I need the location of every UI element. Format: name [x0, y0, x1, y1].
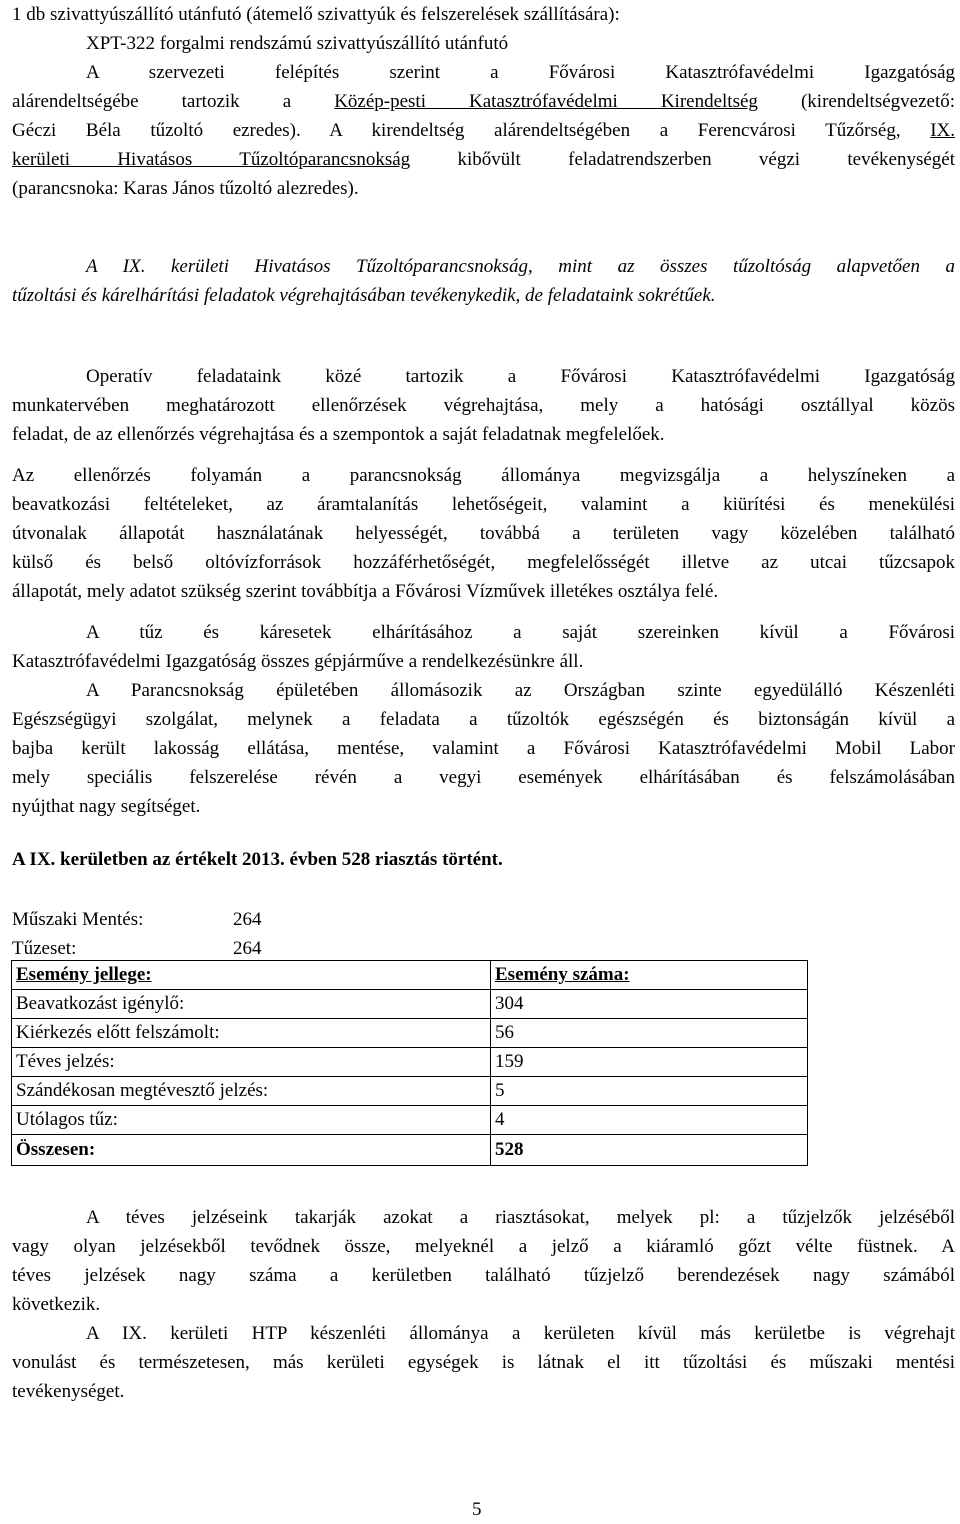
- row-label: Kiérkezés előtt felszámolt:: [12, 1019, 491, 1048]
- table-total-row: [12, 1135, 808, 1166]
- operative-paragraph-line-1: Operatív feladataink közé tartozik a Fővárosi Katasztrófavédelmi Igazgatóság: [86, 366, 955, 387]
- inspection-paragraph-line-3: útvonalak állapotát használatának helyességét, továbbá a területen vagy közelében található: [12, 523, 955, 544]
- row-value: 5: [491, 1077, 808, 1106]
- total-value: 528: [491, 1135, 808, 1166]
- operative-paragraph-line-3: feladat, de az ellenőrzés végrehajtása és a szempontok a saját feladatnak megfelelőek.: [12, 424, 665, 445]
- inspection-paragraph-line-2: beavatkozási feltételeket, az áramtalanítás lehetőségeit, valamint a kiürítési és menekülési: [12, 494, 955, 515]
- events-table: [11, 960, 808, 1166]
- false-alarm-paragraph-line-1: A téves jelzéseink takarják azokat a riasztásokat, melyek pl: a tűzjelzők jelzéséből: [86, 1207, 955, 1228]
- inspection-paragraph-line-1: Az ellenőrzés folyamán a parancsnokság állománya megvizsgálja a helyszíneken a: [12, 465, 955, 486]
- text-segment: Géczi Béla tűzoltó ezredes). A kirendeltség alárendeltségében a Ferencvárosi Tűzőrség,: [12, 120, 931, 141]
- htp-paragraph-line-2: vonulást és természetesen, más kerületi egységek is látnak el itt tűzoltási és műszaki mentési: [12, 1352, 955, 1373]
- medical-paragraph-line-4: mely speciális felszerelése révén a vegyi események elhárításában és felszámolásában: [12, 767, 955, 788]
- table-row: [12, 1048, 808, 1077]
- row-label: Téves jelzés:: [12, 1048, 491, 1077]
- vehicle-description-line: 1 db szivattyúszállító utánfutó (átemelő szivattyúk és felszerelések szállítására):: [12, 4, 620, 25]
- table-row: [12, 1019, 808, 1048]
- tuzoltoparancsnoksag-link-start[interactable]: IX.: [930, 120, 955, 141]
- text-segment: (kirendeltségvezető:: [757, 91, 956, 112]
- header-event-count: Esemény száma:: [491, 961, 808, 990]
- table-row: [12, 1106, 808, 1135]
- medical-paragraph-line-5: nyújthat nagy segítséget.: [12, 796, 201, 817]
- table-row: [12, 990, 808, 1019]
- inspection-paragraph-line-4: külső és belső oltóvízforrások hozzáférhetőségét, megfelelősségét illetve az utcai tűzcsapok: [12, 552, 955, 573]
- total-label: Összesen:: [12, 1135, 491, 1166]
- false-alarm-paragraph-line-4: következik.: [12, 1294, 101, 1315]
- org-structure-line-4: [12, 145, 955, 174]
- row-label: Beavatkozást igénylő:: [12, 990, 491, 1019]
- medical-paragraph-line-1: A Parancsnokság épületében állomásozik az Országban szinte egyedülálló Készenléti: [86, 680, 955, 701]
- row-value: 4: [491, 1106, 808, 1135]
- false-alarm-paragraph-line-2: vagy olyan jelzésekből tevődnek össze, melyeknél a jelző a kiáramló gőzt vélte füstnek. A: [12, 1236, 955, 1257]
- table-row: [12, 1077, 808, 1106]
- vehicle-plate-line: XPT-322 forgalmi rendszámú szivattyúszállító utánfutó: [86, 33, 509, 54]
- false-alarm-paragraph-line-3: téves jelzések nagy száma a kerületben található tűzjelző berendezések nagy számából: [12, 1265, 955, 1286]
- summary-heading: A IX. kerületben az értékelt 2013. évben 528 riasztás történt.: [12, 849, 503, 870]
- inspection-paragraph-line-5: állapotát, mely adatot szükség szerint továbbítja a Fővárosi Vízművek illetékes osztálya felé.: [12, 581, 719, 602]
- vehicles-paragraph-line-2: Katasztrófavédelmi Igazgatóság összes gépjárműve a rendelkezésünkre áll.: [12, 651, 584, 672]
- vehicles-paragraph-line-1: A tűz és káresetek elhárításához a saját szereinken kívül a Fővárosi: [86, 622, 955, 643]
- text-segment: kibővült feladatrendszerben végzi tevékenységét: [410, 149, 955, 170]
- technical-rescue-value: 264: [233, 909, 262, 930]
- operative-paragraph-line-2: munkatervében meghatározott ellenőrzések végrehajtása, mely a hatósági osztállyal közös: [12, 395, 955, 416]
- technical-rescue-label: Műszaki Mentés:: [12, 909, 144, 930]
- row-value: 304: [491, 990, 808, 1019]
- page-number: 5: [472, 1499, 482, 1520]
- fire-incident-label: Tűzeset:: [12, 938, 77, 959]
- kirendeltseg-link[interactable]: Közép-pesti Katasztrófavédelmi Kirendeltség: [334, 91, 758, 112]
- row-value: 159: [491, 1048, 808, 1077]
- row-value: 56: [491, 1019, 808, 1048]
- text-segment: alárendeltségébe tartozik a: [12, 91, 335, 112]
- medical-paragraph-line-2: Egészségügyi szolgálat, melynek a feladata a tűzoltók egészségén és biztonságán kívül a: [12, 709, 955, 730]
- italic-paragraph-line-2: tűzoltási és kárelhárítási feladatok végrehajtásában tevékenykedik, de feladataink sokrétűek.: [12, 285, 716, 306]
- row-label: Utólagos tűz:: [12, 1106, 491, 1135]
- htp-paragraph-line-1: A IX. kerületi HTP készenléti állománya a kerületen kívül más kerületbe is végrehajt: [86, 1323, 955, 1344]
- tuzoltoparancsnoksag-link[interactable]: kerületi Hivatásos Tűzoltóparancsnokság: [12, 149, 411, 170]
- row-label: Szándékosan megtévesztő jelzés:: [12, 1077, 491, 1106]
- table-header-row: [12, 961, 808, 990]
- italic-paragraph-line-1: A IX. kerületi Hivatásos Tűzoltóparancsnokság, mint az összes tűzoltóság alapvetően a: [86, 256, 955, 277]
- fire-incident-value: 264: [233, 938, 262, 959]
- org-structure-line-2: [12, 87, 955, 116]
- htp-paragraph-line-3: tevékenységet.: [12, 1381, 125, 1402]
- org-structure-line-3: [12, 116, 955, 145]
- medical-paragraph-line-3: bajba került lakosság ellátása, mentése, valamint a Fővárosi Katasztrófavédelmi Mobil Labor: [12, 738, 955, 759]
- org-structure-line: A szervezeti felépítés szerint a Fővárosi Katasztrófavédelmi Igazgatóság: [86, 62, 955, 83]
- header-event-type: Esemény jellege:: [12, 961, 491, 990]
- commander-line: (parancsnoka: Karas János tűzoltó alezredes).: [12, 178, 359, 199]
